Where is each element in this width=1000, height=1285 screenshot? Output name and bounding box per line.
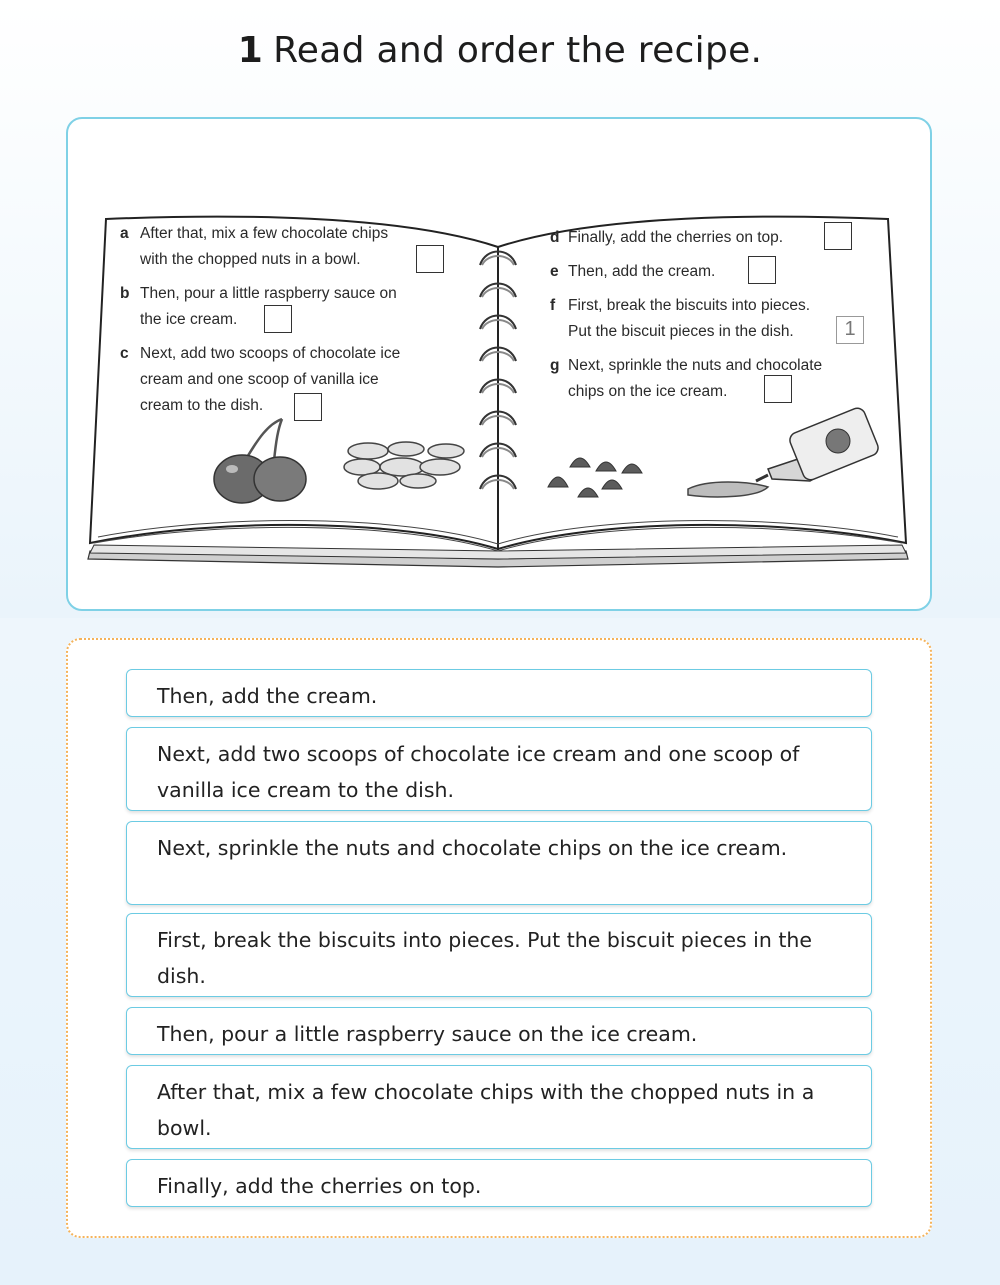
step-d-line-1: Finally, add the cherries on top. [568, 229, 784, 246]
draggable-card-7[interactable]: Finally, add the cherries on top. [126, 1159, 872, 1207]
step-f-line-2: Put the biscuit pieces in the dish. [568, 323, 794, 340]
recipe-book-image [66, 117, 932, 611]
step-b-line-1: Then, pour a little raspberry sauce on [140, 285, 397, 302]
step-a-letter: a [120, 225, 129, 242]
step-f-line-1: First, break the biscuits into pieces. [568, 297, 811, 314]
step-g-line-2: chips on the ice cream. [568, 383, 728, 400]
step-f-answer-box: 1 [836, 316, 864, 344]
draggable-card-4[interactable]: First, break the biscuits into pieces. Put the biscuit pieces in the dish. [126, 913, 872, 997]
page-title [0, 30, 1000, 71]
step-e-answer-box[interactable] [748, 256, 776, 284]
step-g-line-1: Next, sprinkle the nuts and chocolate [568, 357, 823, 374]
step-b-answer-box[interactable] [264, 305, 292, 333]
step-a-line-2: with the chopped nuts in a bowl. [140, 251, 361, 268]
draggable-card-1[interactable]: Then, add the cream. [126, 669, 872, 717]
draggable-card-3[interactable]: Next, sprinkle the nuts and chocolate chips on the ice cream. [126, 821, 872, 905]
step-c-line-2: cream and one scoop of vanilla ice [140, 371, 379, 388]
step-c-answer-box[interactable] [294, 393, 322, 421]
step-b-line-2: the ice cream. [140, 311, 238, 328]
step-c-line-3: cream to the dish. [140, 397, 264, 414]
step-e-letter: e [550, 263, 559, 280]
step-e-line-1: Then, add the cream. [568, 263, 716, 280]
step-c-letter: c [120, 345, 129, 362]
step-a-line-1: After that, mix a few chocolate chips [140, 225, 389, 242]
step-d-letter: d [550, 229, 560, 246]
step-c-line-1: Next, add two scoops of chocolate ice [140, 345, 401, 362]
step-a-answer-box[interactable] [416, 245, 444, 273]
draggable-card-6[interactable]: After that, mix a few chocolate chips with the chopped nuts in a bowl. [126, 1065, 872, 1149]
step-g-letter: g [550, 357, 560, 374]
draggable-card-5[interactable]: Then, pour a little raspberry sauce on the ice cream. [126, 1007, 872, 1055]
step-b-letter: b [120, 285, 130, 302]
step-g-answer-box[interactable] [764, 375, 792, 403]
exercise-number: 1 [237, 30, 264, 71]
step-f-letter: f [550, 297, 556, 314]
exercise-title: Read and order the recipe. [273, 30, 763, 71]
step-d-answer-box[interactable] [824, 222, 852, 250]
draggable-card-2[interactable]: Next, add two scoops of chocolate ice cream and one scoop of vanilla ice cream to the dish. [126, 727, 872, 811]
